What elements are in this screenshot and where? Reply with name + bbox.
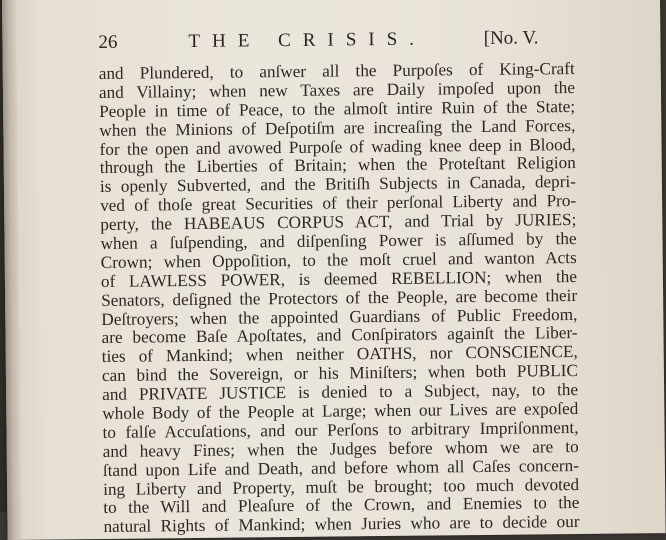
issue-number: [No. V. [483, 27, 539, 49]
text-line: and Plundered, to anſwer all the Purpoſes of King-Craft [98, 59, 575, 83]
running-title: THE CRISIS. [188, 28, 427, 53]
body-text [99, 60, 580, 537]
text-line: for the open and avowed Purpoſe of wading knee deep in Blood, [99, 134, 576, 159]
page-number: 26 [98, 31, 118, 53]
text-line: whole Body of the People at Large; when our Lives are expoſed [102, 399, 579, 424]
text-line: to the Will and Pleaſure of the Crown, and Enemies to the [103, 493, 580, 518]
text-line: and Villainy; when new Taxes are Daily impoſed upon the [98, 77, 576, 102]
text-line: ſtand upon Life and Death, and before whom all Caſes concern- [102, 455, 580, 480]
text-line: Senators, deſigned the Protectors of the People, are become their [101, 285, 578, 310]
text-line: of LAWLESS POWER, is deemed REBELLION; when the [100, 266, 578, 291]
text-line: Deſtroyers; when the appointed Guardians of Public Freedom, [101, 304, 578, 329]
text-line: through the Liberties of Britain; when the Proteſtant Religion [99, 153, 576, 178]
text-line: and heavy Fines; when the Judges before whom we are to [102, 436, 579, 461]
text-line: is openly Subverted, and the Britiſh Subjects in Canada, depri- [99, 172, 577, 197]
text-line: ved of thoſe great Securities of their perſonal Liberty and Pro- [100, 191, 577, 216]
text-line: natural Rights of Mankind; when Juries who are to decide our [103, 512, 580, 537]
text-line: can bind the Sovereign, or his Miniſters; when both PUBLIC [101, 361, 579, 386]
text-line: ties of Mankind; when neither OATHS, nor CONSCIENCE, [101, 342, 578, 367]
text-line: People in time of Peace, to the almoſt intire Ruin of the State; [99, 96, 576, 121]
text-line: to falſe Accuſations, and our Perſons to arbitrary Impriſonment, [102, 417, 579, 442]
text-line: when the Minions of Deſpotiſm are increaſing the Land Forces, [99, 115, 576, 140]
text-line: are become Baſe Apoſtates, and Conſpirators againſt the Liber- [101, 323, 578, 348]
page-binding-shadow [2, 0, 22, 540]
text-line: ing Liberty and Property, muſt be brought; too much devoted [103, 474, 580, 499]
text-line: Crown; when Oppoſition, to the moſt cruel and wanton Acts [100, 247, 577, 272]
text-line: when a ſuſpending, and diſpenſing Power is aſſumed by the [100, 229, 577, 253]
text-line: perty, the HABEAUS CORPUS ACT, and Trial by JURIES; [100, 210, 577, 235]
text-line: and PRIVATE JUSTICE is denied to a Subject, nay, to the [102, 380, 579, 405]
page-header [98, 27, 538, 58]
book-page [2, 0, 666, 540]
